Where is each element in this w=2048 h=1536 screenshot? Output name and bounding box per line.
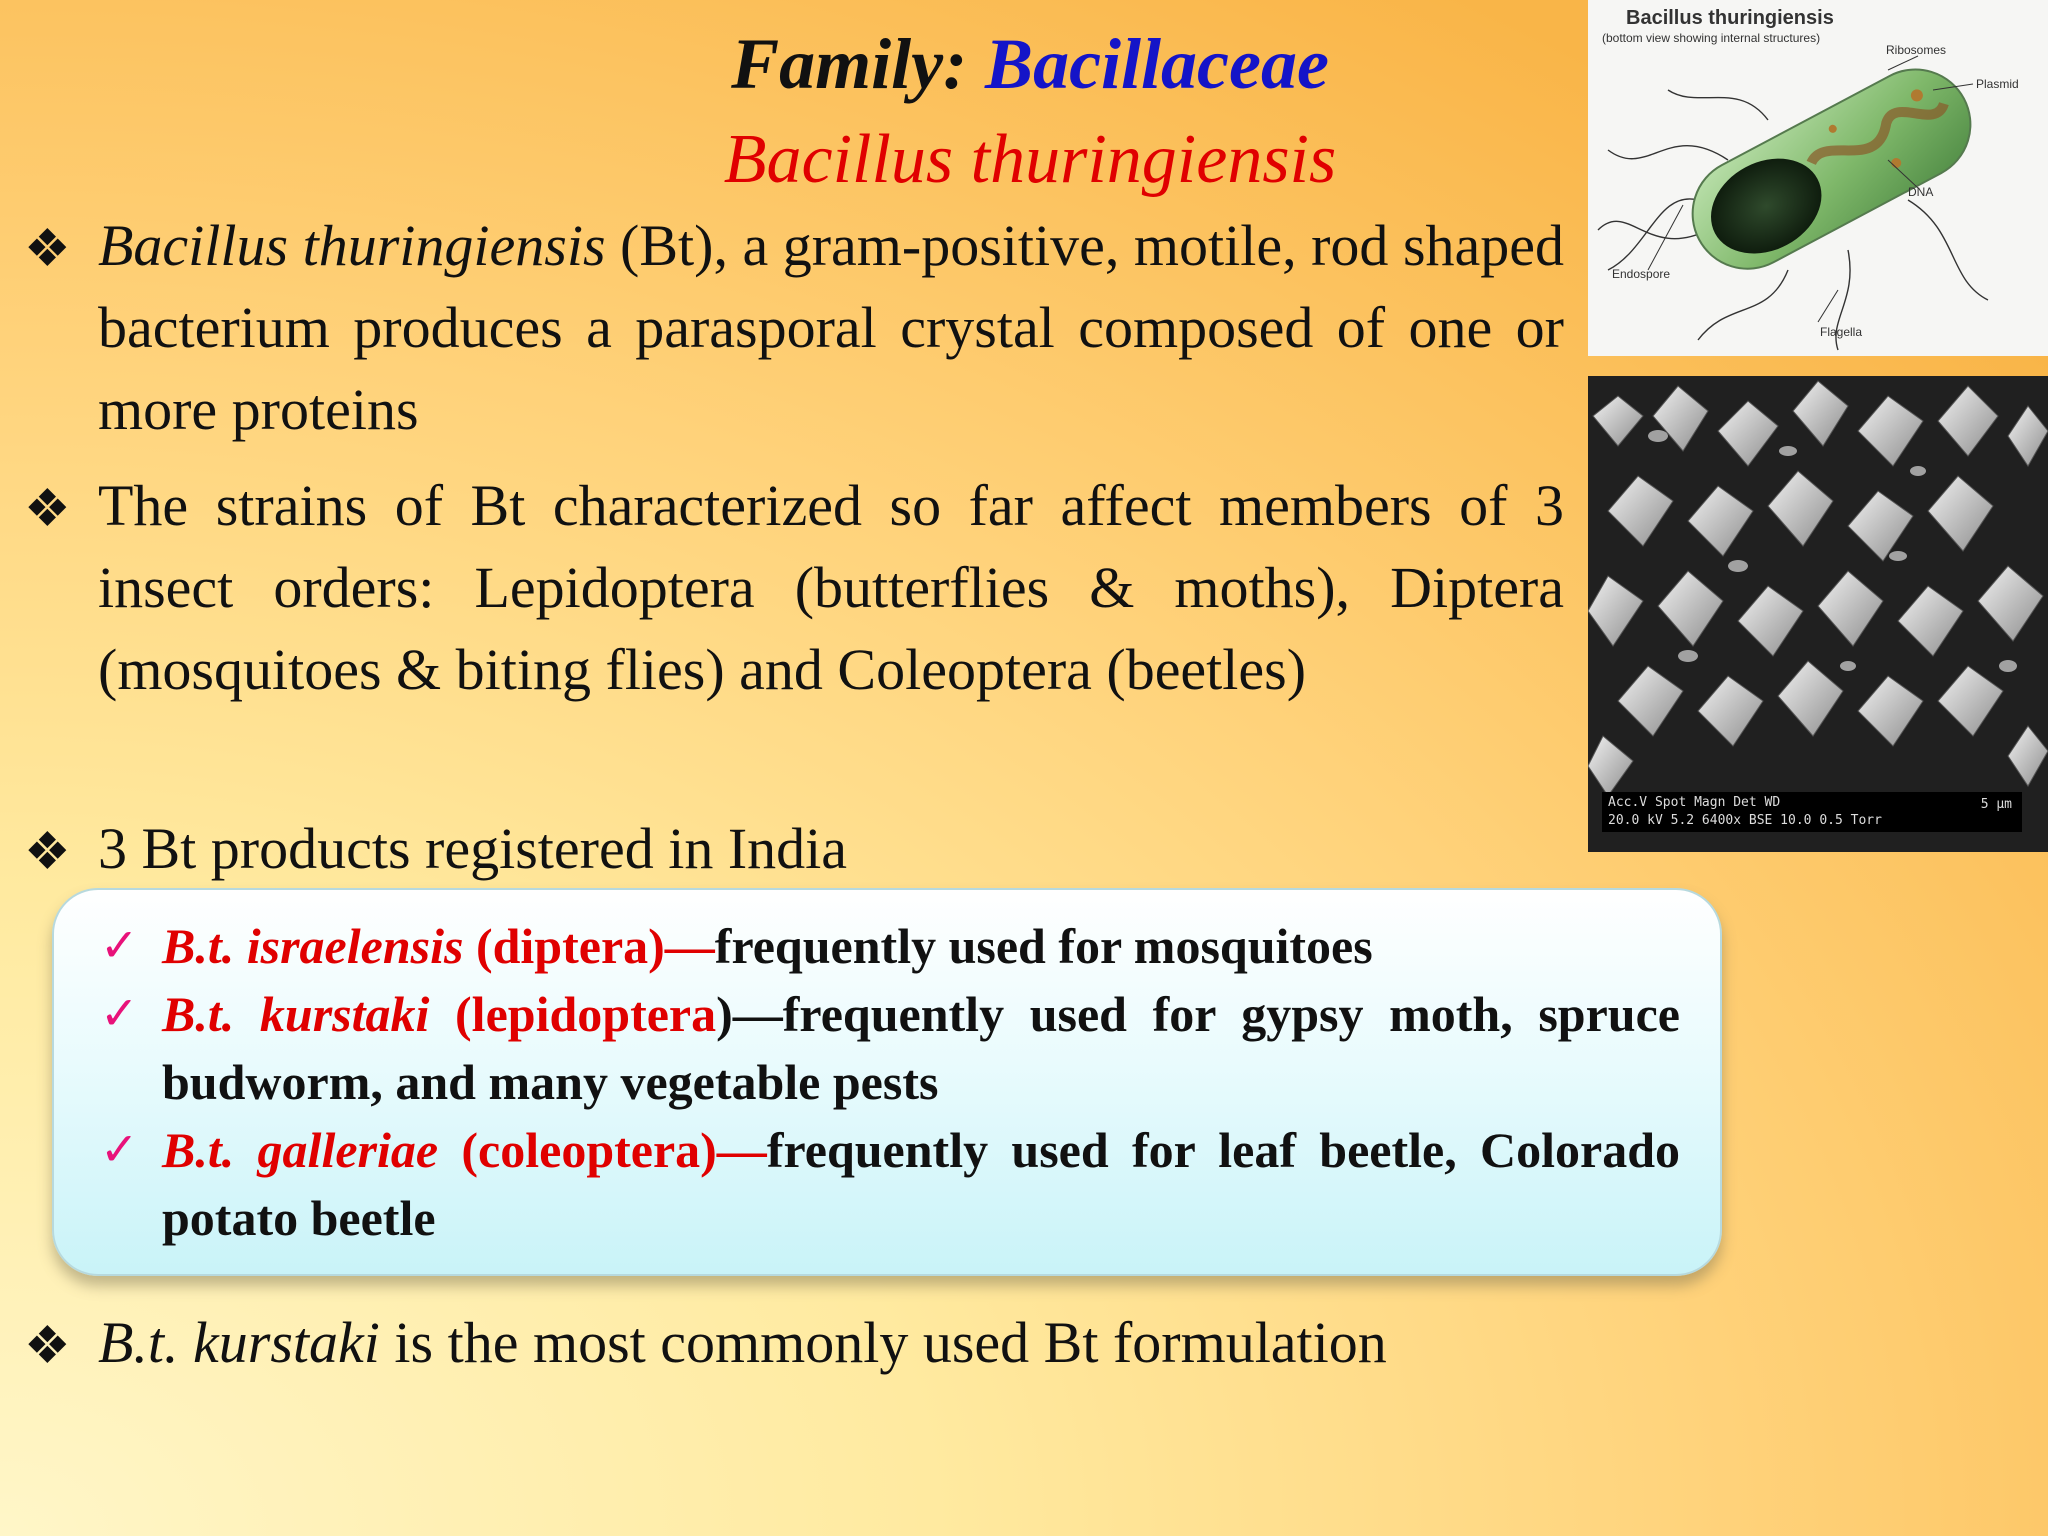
product-name: B.t. kurstaki [162, 986, 430, 1042]
product-use: frequently used for mosquitoes [714, 918, 1373, 974]
diamond-cluster-icon: ❖ [24, 1318, 71, 1375]
product-item [100, 912, 1680, 980]
title-family: Bacillaceae [985, 24, 1329, 104]
product-use: )—frequently used for gypsy moth, spruce budworm, and many vegetable pests [162, 986, 1680, 1110]
products-callout-box [52, 888, 1722, 1276]
bullet-strains [24, 465, 1564, 711]
sem-micrograph-image [1588, 376, 2048, 852]
bullet-description [24, 205, 1564, 451]
title-prefix: Family: [731, 24, 986, 104]
diamond-cluster-icon: ❖ [24, 824, 71, 881]
product-use: frequently used for leaf beetle, Colorado potato beetle [162, 1122, 1681, 1246]
checkmark-icon: ✓ [100, 920, 139, 971]
label-ribosomes: Ribosomes [1886, 43, 1947, 57]
label-flagella: Flagella [1820, 325, 1863, 339]
sem-info-bar [1602, 792, 2022, 832]
bullet-strains-text: The strains of Bt characterized so far affect members of 3 insect orders: Lepidoptera (butterflies & moths), Diptera (mosquitoes & biting flies) and Coleoptera (beetles) [98, 473, 1564, 702]
diamond-cluster-icon: ❖ [24, 221, 71, 278]
product-name: B.t. israelensis [162, 918, 464, 974]
label-endospore: Endospore [1612, 267, 1671, 281]
bullet-products-text: 3 Bt products registered in India [98, 816, 847, 881]
sem-info-line2: 20.0 kV 5.2 6400x BSE 10.0 0.5 Torr [1608, 813, 1882, 828]
bullet-kurstaki-text: is the most commonly used Bt formulation [379, 1310, 1387, 1375]
product-name: B.t. galleriae [162, 1122, 439, 1178]
diamond-cluster-icon: ❖ [24, 481, 71, 538]
product-order: (lepidoptera [429, 986, 717, 1042]
sem-scale-label: 5 µm [1980, 797, 2012, 812]
checkmark-icon: ✓ [100, 988, 139, 1039]
bacterium-diagram-image [1588, 0, 2048, 356]
product-item [100, 1116, 1680, 1252]
bullet-products [24, 808, 1564, 890]
bullet-kurstaki-species: B.t. kurstaki [98, 1310, 380, 1375]
bullet-kurstaki [24, 1302, 1564, 1384]
bullet-description-text: (Bt), a gram-positive, motile, rod shaped bacterium produces a parasporal crystal composed of one or more proteins [98, 213, 1564, 442]
slide-title [660, 22, 1400, 106]
label-plasmid: Plasmid [1976, 77, 2019, 91]
diagram-subtitle: (bottom view showing internal structures) [1602, 31, 1821, 45]
product-item [100, 980, 1680, 1116]
sem-info-line1: Acc.V Spot Magn Det WD [1608, 795, 1781, 810]
diagram-title: Bacillus thuringiensis [1626, 7, 1834, 29]
label-dna: DNA [1908, 185, 1934, 199]
bullet-description-species: Bacillus thuringiensis [98, 213, 606, 278]
product-order: (diptera)— [463, 918, 715, 974]
checkmark-icon: ✓ [100, 1124, 139, 1175]
slide-subtitle: Bacillus thuringiensis [723, 121, 1337, 198]
product-order: (coleoptera)— [438, 1122, 767, 1178]
